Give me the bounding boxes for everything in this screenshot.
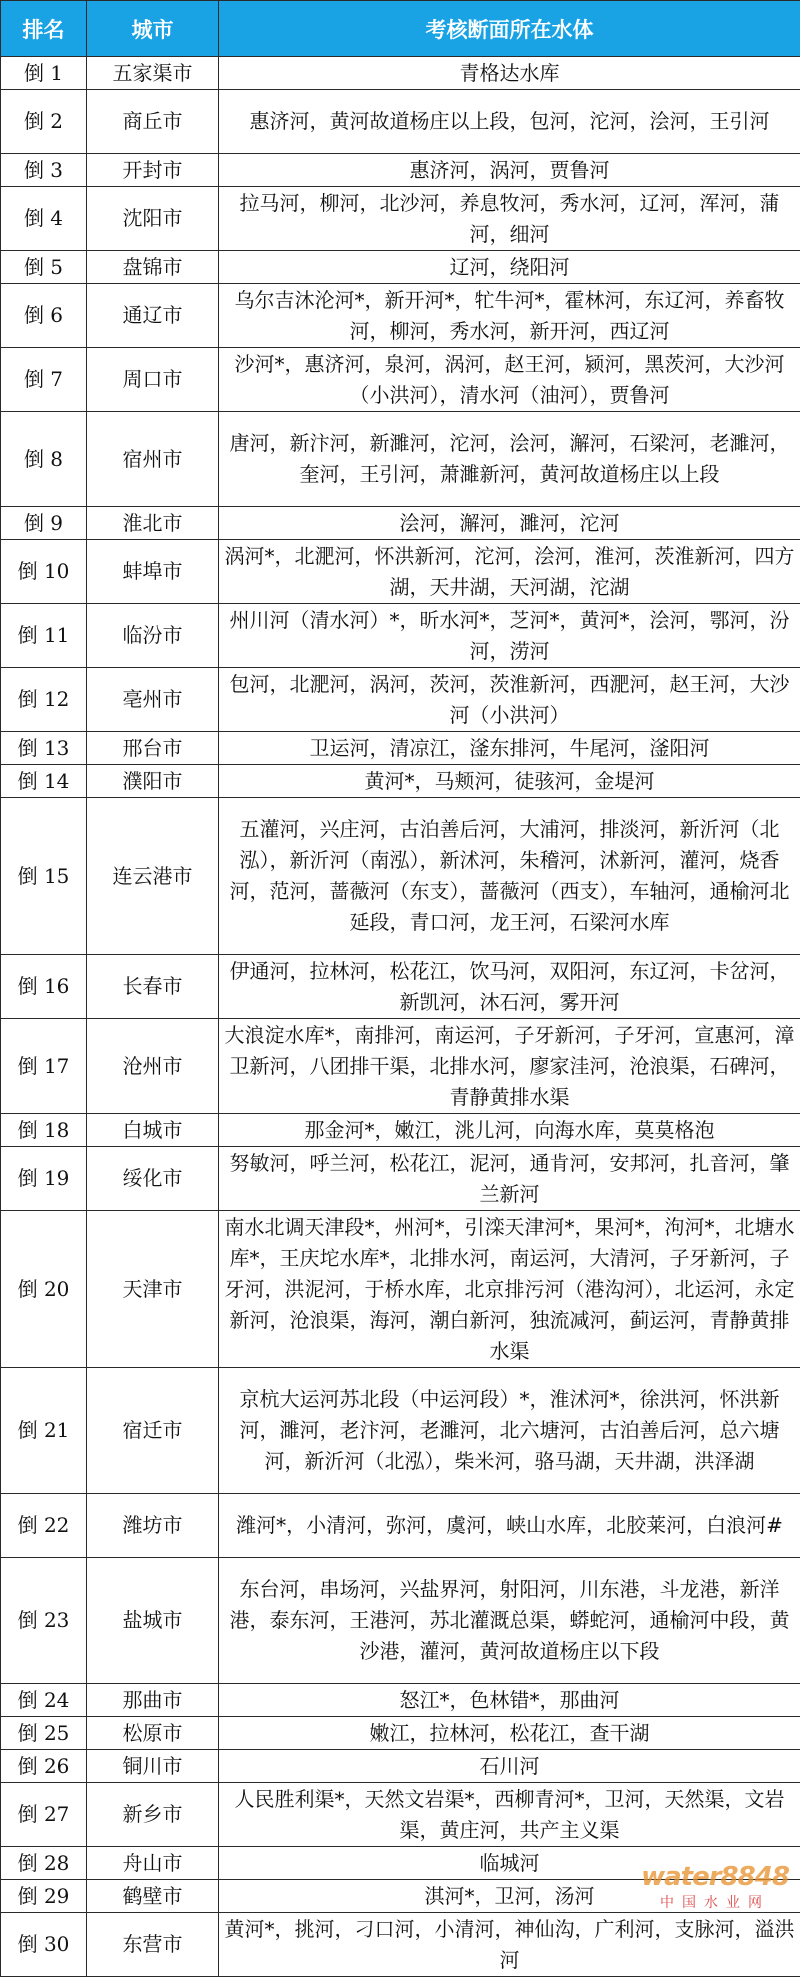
- cell-water: 伊通河，拉林河，松花江，饮马河，双阳河，东辽河，卡岔河，新凯河，沐石河，雾开河: [219, 955, 800, 1019]
- cell-water: 州川河（清水河）*，昕水河*，芝河*，黄河*，浍河，鄂河，汾河，涝河: [219, 604, 800, 668]
- cell-water: 黄河*，马颊河，徒骇河，金堤河: [219, 765, 800, 798]
- table-row: [1, 732, 800, 765]
- table-row: [1, 1717, 800, 1750]
- table-row: [1, 57, 800, 90]
- cell-water: 卫运河，清凉江，滏东排河，牛尾河，滏阳河: [219, 732, 800, 765]
- cell-rank: 倒 4: [1, 187, 87, 251]
- cell-water: 努敏河，呼兰河，松花江，泥河，通肯河，安邦河，扎音河，肇兰新河: [219, 1147, 800, 1211]
- cell-rank: 倒 2: [1, 90, 87, 154]
- table-row: [1, 765, 800, 798]
- cell-water: 拉马河，柳河，北沙河，养息牧河，秀水河，辽河，浑河，蒲河，细河: [219, 187, 800, 251]
- cell-city: 亳州市: [87, 668, 219, 732]
- cell-water: 五灌河，兴庄河，古泊善后河，大浦河，排淡河，新沂河（北泓），新沂河（南泓），新沭河，朱稽河，沭新河，灌河，烧香河，范河，蔷薇河（东支），蔷薇河（西支），车轴河，通榆河北延段，青口河，龙王河，石梁河水库: [219, 798, 800, 955]
- cell-city: 盘锦市: [87, 251, 219, 284]
- cell-water: 唐河，新汴河，新濉河，沱河，浍河，澥河，石梁河，老濉河，奎河，王引河，萧濉新河，黄河故道杨庄以上段: [219, 412, 800, 507]
- table-row: [1, 412, 800, 507]
- table-row: [1, 1880, 800, 1913]
- table-row: [1, 1684, 800, 1717]
- watermark-bottom: 中国水业网: [640, 1892, 790, 1912]
- table-row: [1, 284, 800, 348]
- cell-city: 铜川市: [87, 1750, 219, 1783]
- table-row: [1, 1019, 800, 1114]
- cell-city: 天津市: [87, 1211, 219, 1368]
- cell-water: 临城河: [219, 1847, 800, 1880]
- table-row: [1, 1147, 800, 1211]
- cell-water: 淇河*，卫河，汤河: [219, 1880, 800, 1913]
- cell-water: 那金河*，嫩江，洮儿河，向海水库，莫莫格泡: [219, 1114, 800, 1147]
- cell-rank: 倒 14: [1, 765, 87, 798]
- table-row: [1, 90, 800, 154]
- cell-city: 商丘市: [87, 90, 219, 154]
- table-row: [1, 798, 800, 955]
- cell-city: 五家渠市: [87, 57, 219, 90]
- table-row: [1, 1783, 800, 1847]
- table-row: [1, 1847, 800, 1880]
- watermark-top: water8848: [640, 1862, 790, 1892]
- table-row: [1, 1211, 800, 1368]
- cell-water: 黄河*，挑河，刁口河，小清河，神仙沟，广利河，支脉河，溢洪河: [219, 1913, 800, 1977]
- table-row: [1, 507, 800, 540]
- table-row: [1, 187, 800, 251]
- cell-city: 临汾市: [87, 604, 219, 668]
- table-row: [1, 540, 800, 604]
- cell-water: 大浪淀水库*，南排河，南运河，子牙新河，子牙河，宣惠河，漳卫新河，八团排干渠，北排水河，廖家洼河，沧浪渠，石碑河，青静黄排水渠: [219, 1019, 800, 1114]
- cell-city: 沈阳市: [87, 187, 219, 251]
- cell-city: 舟山市: [87, 1847, 219, 1880]
- cell-rank: 倒 18: [1, 1114, 87, 1147]
- cell-water: 东台河，串场河，兴盐界河，射阳河，川东港，斗龙港，新洋港，泰东河，王港河，苏北灌溉总渠，蟒蛇河，通榆河中段，黄沙港，灌河，黄河故道杨庄以下段: [219, 1558, 800, 1684]
- cell-rank: 倒 26: [1, 1750, 87, 1783]
- table-body: [1, 57, 800, 1977]
- cell-rank: 倒 23: [1, 1558, 87, 1684]
- cell-rank: 倒 12: [1, 668, 87, 732]
- cell-city: 新乡市: [87, 1783, 219, 1847]
- table-row: [1, 1368, 800, 1494]
- cell-city: 绥化市: [87, 1147, 219, 1211]
- cell-rank: 倒 8: [1, 412, 87, 507]
- cell-city: 盐城市: [87, 1558, 219, 1684]
- table-row: [1, 1913, 800, 1977]
- cell-water: 青格达水库: [219, 57, 800, 90]
- cell-water: 包河，北淝河，涡河，茨河，茨淮新河，西淝河，赵王河，大沙河（小洪河）: [219, 668, 800, 732]
- cell-rank: 倒 16: [1, 955, 87, 1019]
- header-city: 城市: [87, 1, 219, 57]
- cell-water: 怒江*，色林错*，那曲河: [219, 1684, 800, 1717]
- cell-city: 松原市: [87, 1717, 219, 1750]
- cell-city: 濮阳市: [87, 765, 219, 798]
- cell-water: 潍河*，小清河，弥河，虞河，峡山水库，北胶莱河，白浪河#: [219, 1494, 800, 1558]
- cell-rank: 倒 13: [1, 732, 87, 765]
- header-rank: 排名: [1, 1, 87, 57]
- cell-city: 宿州市: [87, 412, 219, 507]
- cell-city: 通辽市: [87, 284, 219, 348]
- cell-rank: 倒 3: [1, 154, 87, 187]
- table-row: [1, 604, 800, 668]
- cell-rank: 倒 30: [1, 1913, 87, 1977]
- cell-city: 鹤壁市: [87, 1880, 219, 1913]
- cell-water: 嫩江，拉林河，松花江，查干湖: [219, 1717, 800, 1750]
- cell-water: 石川河: [219, 1750, 800, 1783]
- cell-rank: 倒 19: [1, 1147, 87, 1211]
- table-row: [1, 1114, 800, 1147]
- table-row: [1, 251, 800, 284]
- cell-rank: 倒 21: [1, 1368, 87, 1494]
- cell-water: 人民胜利渠*，天然文岩渠*，西柳青河*，卫河，天然渠，文岩渠，黄庄河，共产主义渠: [219, 1783, 800, 1847]
- cell-rank: 倒 10: [1, 540, 87, 604]
- cell-city: 周口市: [87, 348, 219, 412]
- cell-water: 惠济河，涡河，贾鲁河: [219, 154, 800, 187]
- cell-water: 辽河，绕阳河: [219, 251, 800, 284]
- cell-rank: 倒 28: [1, 1847, 87, 1880]
- cell-rank: 倒 27: [1, 1783, 87, 1847]
- cell-city: 邢台市: [87, 732, 219, 765]
- table-row: [1, 1494, 800, 1558]
- cell-water: 沙河*，惠济河，泉河，涡河，赵王河，颍河，黑茨河，大沙河（小洪河），清水河（油河），贾鲁河: [219, 348, 800, 412]
- cell-water: 乌尔吉沐沦河*，新开河*，牤牛河*，霍林河，东辽河，养畜牧河，柳河，秀水河，新开河，西辽河: [219, 284, 800, 348]
- cell-water: 涡河*，北淝河，怀洪新河，沱河，浍河，淮河，茨淮新河，四方湖，天井湖，天河湖，沱湖: [219, 540, 800, 604]
- cell-rank: 倒 11: [1, 604, 87, 668]
- cell-city: 潍坊市: [87, 1494, 219, 1558]
- cell-rank: 倒 29: [1, 1880, 87, 1913]
- cell-city: 长春市: [87, 955, 219, 1019]
- cell-rank: 倒 22: [1, 1494, 87, 1558]
- cell-city: 开封市: [87, 154, 219, 187]
- table-row: [1, 1558, 800, 1684]
- cell-rank: 倒 25: [1, 1717, 87, 1750]
- table-row: [1, 154, 800, 187]
- cell-city: 白城市: [87, 1114, 219, 1147]
- cell-city: 宿迁市: [87, 1368, 219, 1494]
- header-row: [1, 1, 800, 57]
- cell-rank: 倒 7: [1, 348, 87, 412]
- table-row: [1, 1750, 800, 1783]
- cell-rank: 倒 9: [1, 507, 87, 540]
- cell-city: 蚌埠市: [87, 540, 219, 604]
- cell-water: 惠济河，黄河故道杨庄以上段，包河，沱河，浍河，王引河: [219, 90, 800, 154]
- cell-rank: 倒 20: [1, 1211, 87, 1368]
- cell-rank: 倒 15: [1, 798, 87, 955]
- cell-rank: 倒 1: [1, 57, 87, 90]
- cell-city: 东营市: [87, 1913, 219, 1977]
- cell-rank: 倒 5: [1, 251, 87, 284]
- cell-rank: 倒 24: [1, 1684, 87, 1717]
- cell-city: 沧州市: [87, 1019, 219, 1114]
- cell-city: 那曲市: [87, 1684, 219, 1717]
- table-row: [1, 955, 800, 1019]
- header-water: 考核断面所在水体: [219, 1, 800, 57]
- table-row: [1, 668, 800, 732]
- cell-rank: 倒 6: [1, 284, 87, 348]
- cell-water: 浍河，澥河，濉河，沱河: [219, 507, 800, 540]
- cell-city: 淮北市: [87, 507, 219, 540]
- cell-water: 京杭大运河苏北段（中运河段）*，淮沭河*，徐洪河，怀洪新河，濉河，老汴河，老濉河，北六塘河，古泊善后河，总六塘河，新沂河（北泓），柴米河，骆马湖，天井湖，洪泽湖: [219, 1368, 800, 1494]
- cell-rank: 倒 17: [1, 1019, 87, 1114]
- cell-water: 南水北调天津段*，州河*，引滦天津河*，果河*，泃河*，北塘水库*，王庆坨水库*，北排水河，南运河，大清河，子牙新河，子牙河，洪泥河，于桥水库，北京排污河（港沟河），北运河，永定新河，沧浪渠，海河，潮白新河，独流减河，蓟运河，青静黄排水渠: [219, 1211, 800, 1368]
- table-row: [1, 348, 800, 412]
- cell-city: 连云港市: [87, 798, 219, 955]
